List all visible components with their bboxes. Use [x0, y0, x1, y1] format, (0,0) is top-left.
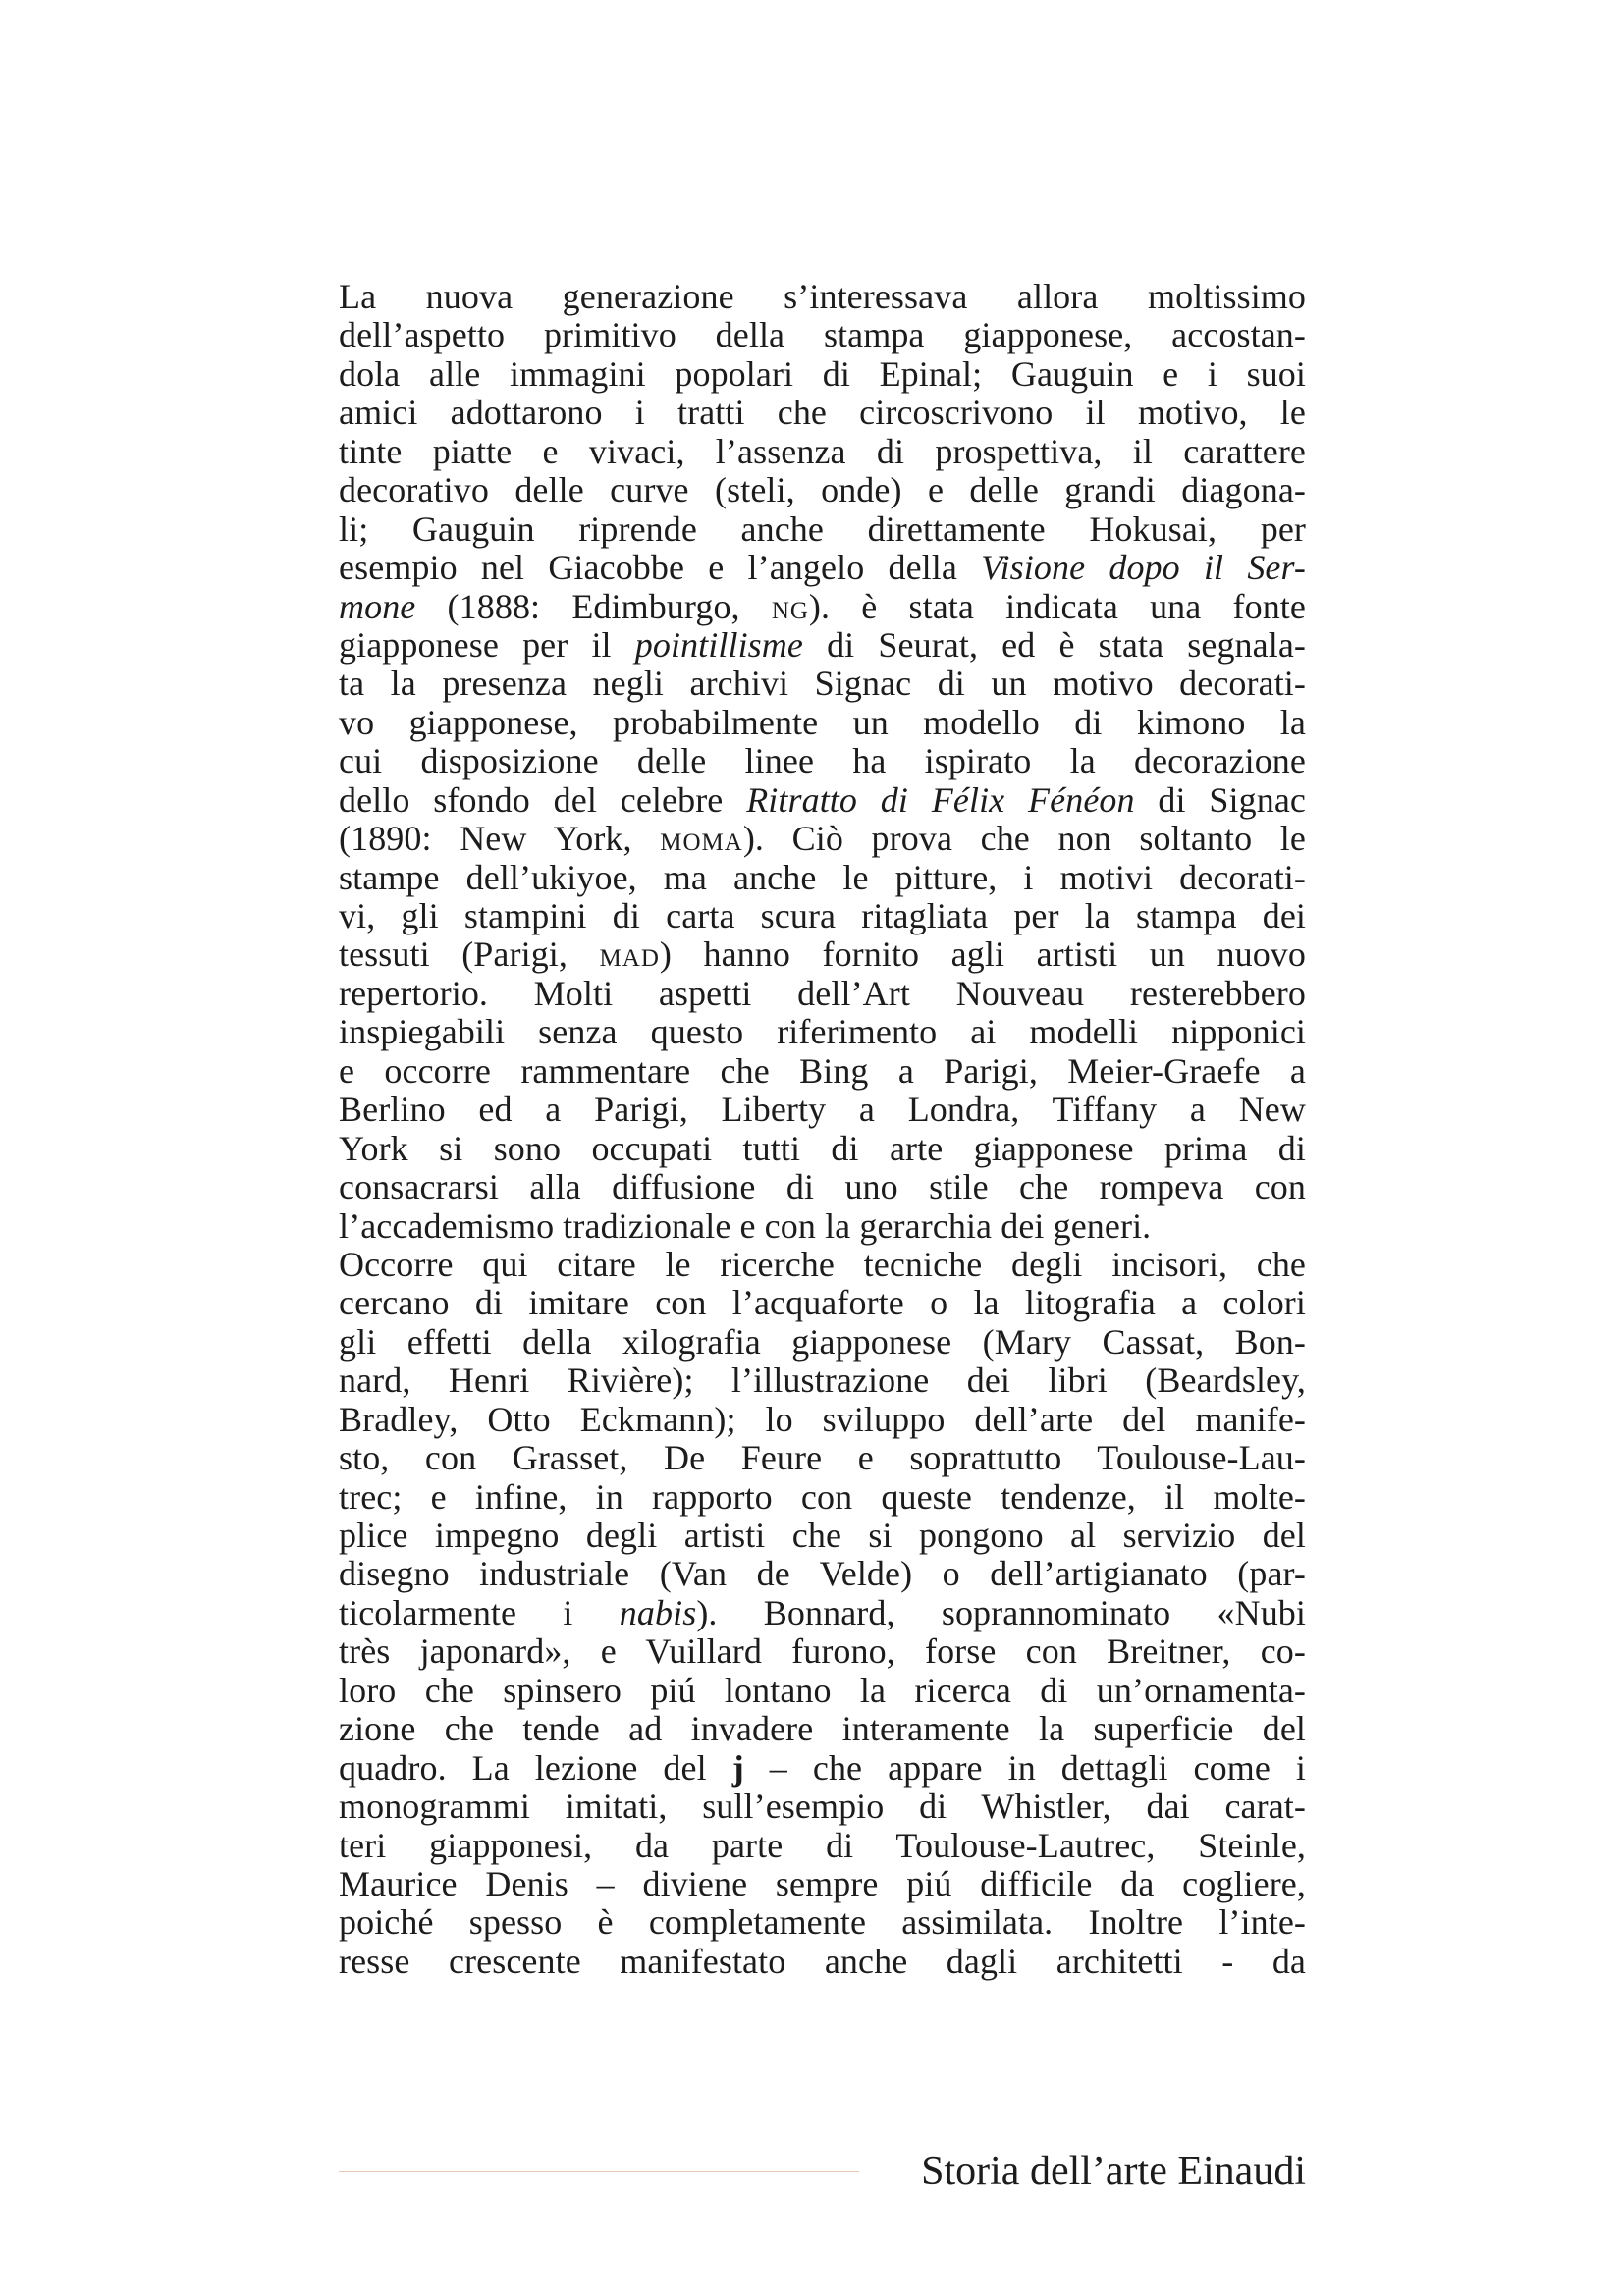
- text-line: [339, 665, 1306, 703]
- text-run: li; Gauguin riprende anche direttamente Hokusai, per: [339, 508, 1306, 549]
- text-run: l’accademismo tradizionale e con la gerarchia dei generi.: [339, 1205, 1152, 1246]
- italic-text: mone: [339, 586, 416, 626]
- text-run: – che appare in dettagli come i: [743, 1747, 1306, 1788]
- text-line: [339, 1246, 1306, 1284]
- small-caps-text: mad: [599, 934, 660, 975]
- small-caps-text: ng: [771, 586, 809, 626]
- text-run: York si sono occupati tutti di arte giapponese prima di: [339, 1128, 1306, 1168]
- text-line: [339, 1284, 1306, 1322]
- text-line: [339, 394, 1306, 432]
- text-run: ). Ciò prova che non soltanto le: [742, 819, 1306, 859]
- text-line: [339, 1478, 1306, 1517]
- text-line: [339, 433, 1306, 471]
- text-line: [339, 278, 1306, 316]
- text-run: amici adottarono i tratti che circoscrivono il motivo, le: [339, 393, 1306, 433]
- text-line: [339, 549, 1306, 587]
- text-run: zione che tende ad invadere interamente la superficie del: [339, 1709, 1306, 1749]
- text-run: Maurice Denis – diviene sempre piú difficile da cogliere,: [339, 1863, 1306, 1903]
- text-line: [339, 859, 1306, 897]
- text-run: ). Bonnard, soprannominato «Nubi: [696, 1592, 1306, 1632]
- text-run: ticolarmente i: [339, 1592, 620, 1632]
- text-line: [339, 1130, 1306, 1168]
- text-run: La nuova generazione s’interessava allora moltissimo: [339, 277, 1306, 316]
- text-run: ta la presenza negli archivi Signac di un motivo decorati-: [339, 664, 1306, 704]
- text-run: nard, Henri Rivière); l’illustrazione dei libri (Beardsley,: [339, 1361, 1306, 1401]
- text-line: [339, 897, 1306, 935]
- text-line: [339, 1323, 1306, 1362]
- text-line: [339, 1168, 1306, 1206]
- text-run: ) hanno fornito agli artisti un nuovo: [659, 934, 1306, 975]
- text-run: consacrarsi alla diffusione di uno stile che rompeva con: [339, 1167, 1306, 1207]
- text-run: sto, con Grasset, De Feure e soprattutto Toulouse-Lau-: [339, 1438, 1306, 1478]
- text-run: plice impegno degli artisti che si pongono al servizio del: [339, 1516, 1306, 1555]
- text-run: Occorre qui citare le ricerche tecniche degli incisori, che: [339, 1244, 1306, 1284]
- text-run: vo giapponese, probabilmente un modello di kimono la: [339, 702, 1306, 742]
- text-run: cercano di imitare con l’acquaforte o la litografia a colori: [339, 1283, 1306, 1323]
- text-run: e occorre rammentare che Bing a Parigi, Meier-Graefe a: [339, 1050, 1306, 1091]
- text-line: [339, 1827, 1306, 1865]
- text-run: ). è stata indicata una fonte: [808, 586, 1306, 626]
- text-line: [339, 1749, 1306, 1788]
- text-line: [339, 471, 1306, 509]
- text-run: inspiegabili senza questo riferimento ai modelli nipponici: [339, 1012, 1306, 1052]
- text-line: [339, 1594, 1306, 1632]
- italic-text: nabis: [619, 1592, 697, 1632]
- text-run: di Seurat, ed è stata segnala-: [802, 624, 1306, 665]
- text-line: [339, 820, 1306, 858]
- text-line: [339, 1207, 1306, 1246]
- text-line: [339, 626, 1306, 665]
- text-line: [339, 1632, 1306, 1671]
- text-run: trec; e infine, in rapporto con queste tendenze, il molte-: [339, 1476, 1306, 1517]
- text-run: disegno industriale (Van de Velde) o dell’artigianato (par-: [339, 1554, 1306, 1594]
- text-run: cui disposizione delle linee ha ispirato la decorazione: [339, 741, 1306, 781]
- text-line: [339, 1439, 1306, 1477]
- text-line: [339, 935, 1306, 974]
- text-line: [339, 355, 1306, 394]
- text-line: [339, 1865, 1306, 1903]
- text-line: [339, 510, 1306, 549]
- text-run: repertorio. Molti aspetti dell’Art Nouveau resterebbero: [339, 973, 1306, 1013]
- footer-rule: [339, 2171, 859, 2172]
- text-line: [339, 1555, 1306, 1593]
- text-line: [339, 1517, 1306, 1555]
- text-run: poiché spesso è completamente assimilata. Inoltre l’inte-: [339, 1902, 1306, 1943]
- text-line: [339, 1903, 1306, 1942]
- text-run: teri giapponesi, da parte di Toulouse-Lautrec, Steinle,: [339, 1825, 1306, 1865]
- text-line: [339, 781, 1306, 820]
- text-run: gli effetti della xilografia giapponese (Mary Cassat, Bon-: [339, 1321, 1306, 1362]
- text-line: [339, 742, 1306, 780]
- text-run: di Signac: [1134, 779, 1306, 820]
- text-run: très japonard», e Vuillard furono, forse con Breitner, co-: [339, 1631, 1306, 1672]
- text-line: [339, 704, 1306, 742]
- text-run: decorativo delle curve (steli, onde) e delle grandi diagona-: [339, 470, 1306, 510]
- text-run: resse crescente manifestato anche dagli architetti - da: [339, 1941, 1306, 1981]
- text-run: stampe dell’ukiyoe, ma anche le pitture, i motivi decorati-: [339, 857, 1306, 897]
- text-run: monogrammi imitati, sull’esempio di Whistler, dai carat-: [339, 1787, 1306, 1827]
- body-text: [339, 278, 1306, 1981]
- text-line: [339, 1052, 1306, 1091]
- italic-text: Visione dopo il Ser-: [981, 548, 1306, 588]
- text-run: quadro. La lezione del: [339, 1747, 732, 1788]
- text-line: [339, 1401, 1306, 1439]
- text-run: dell’aspetto primitivo della stampa giapponese, accostan-: [339, 315, 1306, 355]
- text-line: [339, 316, 1306, 354]
- text-run: Berlino ed a Parigi, Liberty a Londra, Tiffany a New: [339, 1090, 1306, 1130]
- text-line: [339, 1943, 1306, 1981]
- text-line: [339, 1091, 1306, 1129]
- footer-title: Storia dell’arte Einaudi: [921, 2149, 1306, 2194]
- text-line: [339, 1362, 1306, 1400]
- text-run: dola alle immagini popolari di Epinal; Gauguin e i suoi: [339, 353, 1306, 394]
- italic-text: pointillisme: [634, 624, 803, 665]
- text-line: [339, 1788, 1306, 1826]
- text-run: giapponese per il: [339, 624, 635, 665]
- italic-text: Ritratto di Félix Fénéon: [746, 779, 1135, 820]
- text-line: [339, 1672, 1306, 1710]
- text-run: vi, gli stampini di carta scura ritagliata per la stampa dei: [339, 896, 1306, 935]
- text-run: (1890: New York,: [339, 819, 661, 859]
- text-run: tessuti (Parigi,: [339, 934, 600, 975]
- text-run: tinte piatte e vivaci, l’assenza di prospettiva, il carattere: [339, 431, 1306, 471]
- text-line: [339, 975, 1306, 1013]
- text-line: [339, 1710, 1306, 1748]
- small-caps-text: moma: [660, 819, 743, 859]
- text-run: dello sfondo del celebre: [339, 779, 747, 820]
- text-line: [339, 1013, 1306, 1051]
- text-run: Bradley, Otto Eckmann); lo sviluppo dell’arte del manife-: [339, 1399, 1306, 1439]
- text-run: loro che spinsero piú lontano la ricerca di un’ornamenta-: [339, 1670, 1306, 1710]
- text-run: esempio nel Giacobbe e l’angelo della: [339, 548, 982, 588]
- text-run: (1888: Edimburgo,: [415, 586, 772, 626]
- bold-text: j: [731, 1747, 744, 1788]
- text-line: [339, 588, 1306, 626]
